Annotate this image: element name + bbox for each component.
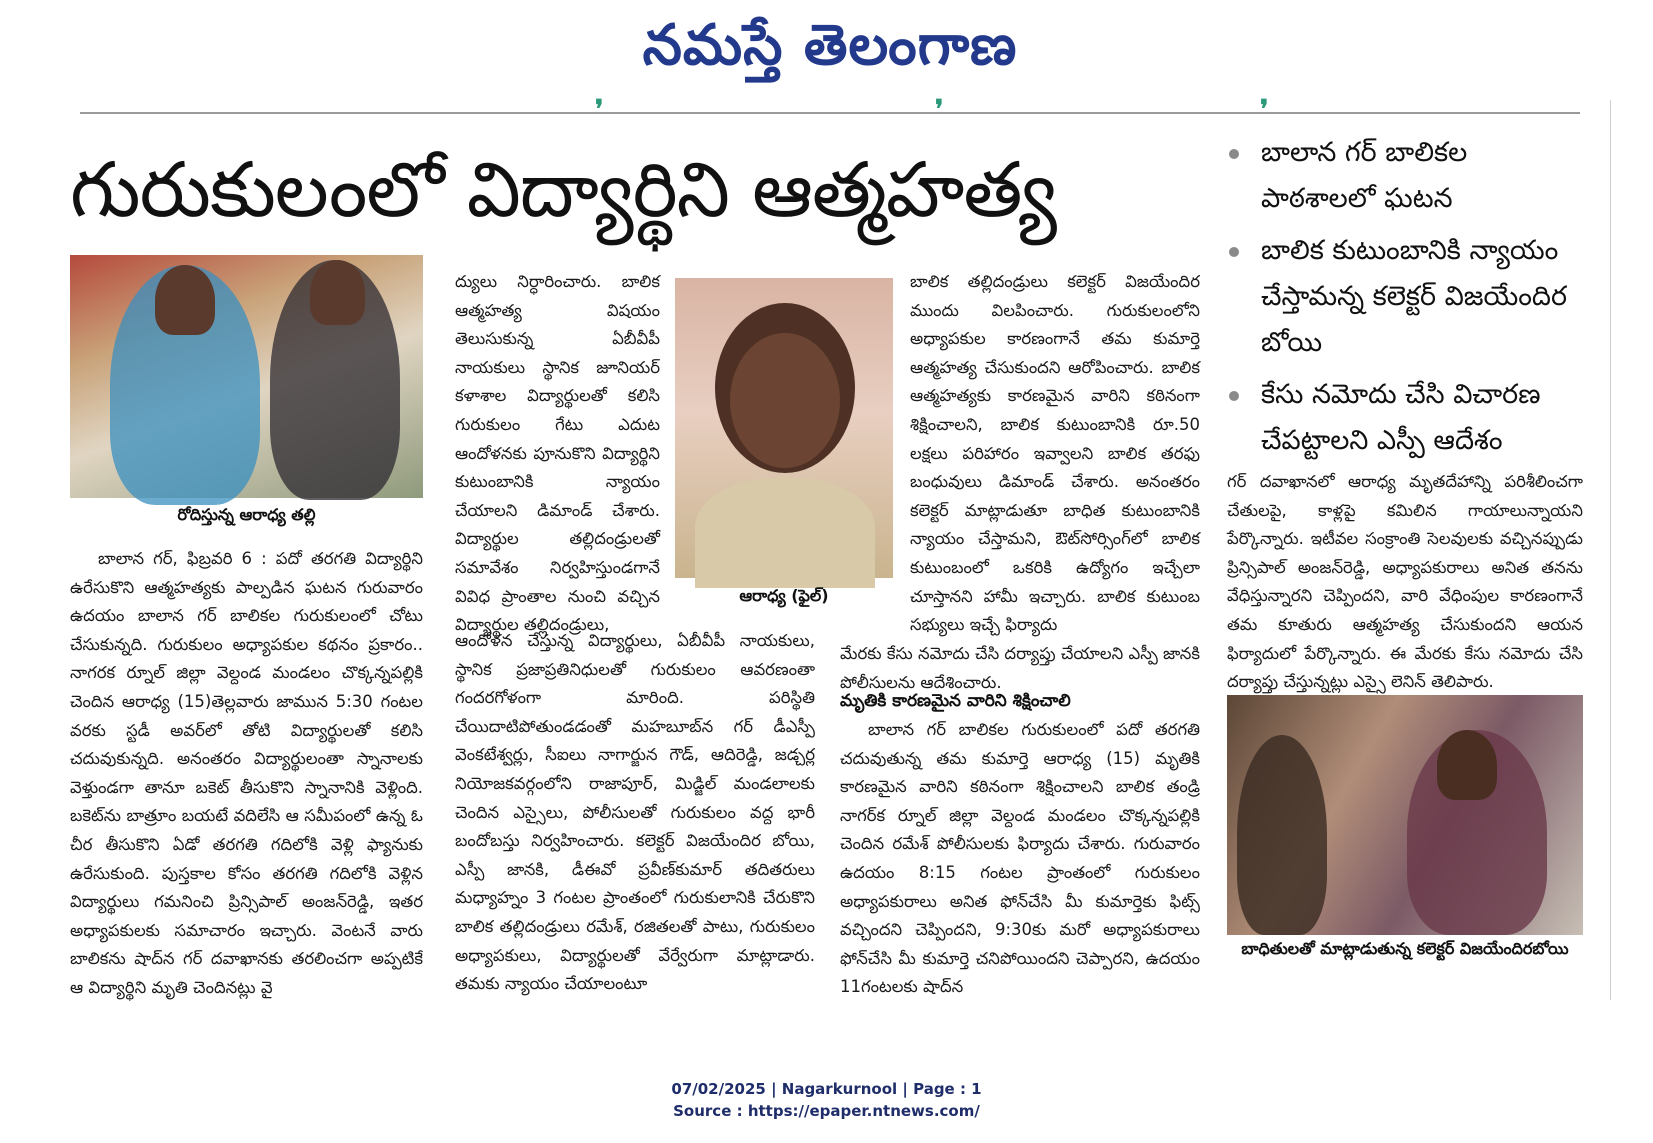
article-column bbox=[840, 640, 1200, 695]
quote-glyph-icon: ❜ bbox=[935, 95, 944, 125]
article-headline: గురుకులంలో విద్యార్థిని ఆత్మహత్య bbox=[70, 145, 1056, 234]
bullet-dot-icon bbox=[1229, 391, 1239, 401]
quote-glyph-icon: ❜ bbox=[1260, 95, 1269, 125]
article-column bbox=[70, 545, 423, 995]
bullet-text: బాలాన గర్ బాలికల పాఠశాలలో ఘటన bbox=[1261, 137, 1468, 214]
collector-photo bbox=[1227, 695, 1583, 935]
article-column bbox=[910, 268, 1200, 638]
bullet-text: కేసు నమోదు చేసి విచారణ చేపట్టాలని ఎస్పీ ఆదేశం bbox=[1261, 379, 1541, 456]
page-footer-source: Source : https://epaper.ntnews.com/ bbox=[673, 1102, 980, 1120]
student-portrait bbox=[675, 278, 893, 578]
article-paragraph: బాలాన గర్, ఫిబ్రవరి 6 : పదో తరగతి విద్యార్థిని ఉరేసుకొని ఆత్మహత్యకు పాల్పడిన ఘటన గురువారం ఉదయం బాలాన గర్ బాలికల గురుకులంలో చోటు చేసుకున్నది. గురుకులం అధ్యాపకుల కథనం ప్రకారం.. నాగరక ర్నూల్ జిల్లా వెల్దండ మండలం చొక్కన్నపల్లికి చెందిన ఆరాధ్య (15)తెల్లవారు జామున 5:30 గంటల వరకు స్టడీ అవర్‌లో తోటి విద్యార్థులతో కలిసి చదువుకున్నది. అనంతరం విద్యార్థులంతా స్నానాలకు వెళ్తుండగా తానూ బకెట్ తీసుకొని స్నానానికి వెళ్లింది. బకెట్‌ను బాత్రూం బయటే వదిలేసి ఆ సమీపంలో ఉన్న ఓ చీర తీసుకొని ఏడో తరగతి గదిలోకి వెళ్లి ఫ్యానుకు ఉరేసుకుంది. పుస్తకాల కోసం తరగతి గదిలోకి వెళ్లిన విద్యార్థులు గమనించి ప్రిన్సిపాల్ అంజన్‌రెడ్డి, ఇతర అధ్యాపకులకు సమాచారం ఇచ్చారు. వెంటనే వారు బాలికను షాద్‌న గర్ దవాఖానకు తరలించగా అప్పటికే ఆ విద్యార్థిని మృతి చెందినట్లు వై bbox=[70, 549, 423, 997]
bullet-dot-icon bbox=[1229, 149, 1239, 159]
bullet-item bbox=[1225, 228, 1575, 366]
page-edge-divider bbox=[1610, 100, 1611, 1000]
photo-caption: బాధితులతో మాట్లాడుతున్న కలెక్టర్ విజయేందిరబోయి bbox=[1241, 939, 1569, 958]
article-column bbox=[455, 268, 660, 635]
mothers-photo bbox=[70, 255, 423, 498]
article-column bbox=[840, 716, 1200, 996]
newspaper-masthead: నమస్తే తెలంగాణ bbox=[642, 12, 1018, 78]
bullet-dot-icon bbox=[1229, 247, 1239, 257]
article-paragraph: గర్ దవాఖానలో ఆరాధ్య మృతదేహాన్ని పరిశీలించగా చేతులపై, కాళ్లపై కమిలిన గాయాలున్నాయని పేర్కొన్నారు. ఇటీవల సంక్రాంతి సెలవులకు వచ్చినప్పుడు ప్రిన్సిపాల్ అంజన్‌రెడ్డి, అధ్యాపకురాలు అనిత తనను వేధిస్తున్నారని చెప్పిందని, వారి వేధింపుల కారణంగానే తమ కూతురు ఆత్మహత్య చేసుకుందని ఆయన ఫిర్యాదులో పేర్కొన్నారు. ఈ మేరకు కేసు నమోదు చేసి దర్యాప్తు చేస్తున్నట్లు ఎస్సై లెనిన్ తెలిపారు. bbox=[1227, 472, 1583, 692]
article-subheading: మృతికి కారణమైన వారిని శిక్షించాలి bbox=[840, 691, 1071, 711]
page-footer-info: 07/02/2025 | Nagarkurnool | Page : 1 bbox=[671, 1080, 982, 1098]
photo-caption: రోదిస్తున్న ఆరాధ్య తల్లి bbox=[177, 505, 316, 524]
header-divider bbox=[80, 112, 1580, 114]
article-paragraph: బాలిక తల్లిదండ్రులు కలెక్టర్ విజయేందిర ముందు విలపించారు. గురుకులంలోని అధ్యాపకుల కారణంగానే తమ కుమార్తె ఆత్మహత్య చేసుకుందని ఆరోపించారు. బాలిక ఆత్మహత్యకు కారణమైన వారిని కఠినంగా శిక్షించాలని, బాలిక కుటుంబానికి రూ.50 లక్షలు పరిహారం ఇవ్వాలని బాలిక తరఫు బంధువులు డిమాండ్ చేశారు. అనంతరం కలెక్టర్ మాట్లాడుతూ బాధిత కుటుంబానికి న్యాయం చేస్తామని, ఔట్‌సోర్సింగ్‌లో బాలిక కుటుంబంలో ఒకరికి ఉద్యోగం ఇచ్చేలా చూస్తానని హామీ ఇచ్చారు. బాలిక కుటుంబ సభ్యులు ఇచ్చే ఫిర్యాదు bbox=[910, 272, 1200, 635]
article-paragraph: ద్యులు నిర్ధారించారు. బాలిక ఆత్మహత్య విషయం తెలుసుకున్న ఏబీవీపీ నాయకులు స్థానిక జూనియర్ కళాశాల విద్యార్థులతో కలిసి గురుకులం గేటు ఎదుట ఆందోళనకు పూనుకొని విద్యార్థిని కుటుంబానికి న్యాయం చేయాలని డిమాండ్ చేశారు. విద్యార్థుల తల్లిదండ్రులతో సమావేశం నిర్వహిస్తుండగానే వివిధ ప్రాంతాల నుంచి వచ్చిన విద్యార్థుల తల్లిదండ్రులు, bbox=[455, 272, 660, 635]
article-column bbox=[1227, 468, 1583, 690]
highlight-bullets bbox=[1225, 130, 1575, 470]
bullet-item bbox=[1225, 130, 1575, 222]
quote-glyph-icon: ❜ bbox=[595, 95, 604, 125]
article-paragraph: బాలాన గర్ బాలికల గురుకులంలో పదో తరగతి చదువుతున్న తమ కుమార్తె ఆరాధ్య (15) మృతికి కారణమైన వారిని కఠినంగా శిక్షించాలని బాలిక తండ్రి నాగర్‌క ర్నూల్ జిల్లా వెల్దండ మండలం చొక్కన్నపల్లికి చెందిన రమేశ్ పోలీసులకు ఫిర్యాదు చేశారు. గురువారం ఉదయం 8:15 గంటల ప్రాంతంలో గురుకులం అధ్యాపకురాలు అనిత ఫోన్‌చేసి మీ కుమార్తెకు ఫిట్స్ వచ్చిందని చెప్పిందని, 9:30కు మరో అధ్యాపకురాలు ఫోన్‌చేసి మీ కుమార్తె చనిపోయిందని చెప్పారని, ఉదయం 11గంటలకు షాద్‌న bbox=[840, 720, 1200, 997]
photo-caption: ఆరాధ్య (ఫైల్) bbox=[739, 586, 829, 605]
bullet-text: బాలిక కుటుంబానికి న్యాయం చేస్తామన్న కలెక్టర్ విజయేందిర బోయి bbox=[1261, 235, 1567, 358]
bullet-item bbox=[1225, 372, 1575, 464]
article-paragraph: ఆందోళన చేస్తున్న విద్యార్థులు, ఏబీవీపీ నాయకులు, స్థానిక ప్రజాప్రతినిధులతో గురుకులం ఆవరణంతా గందరగోళంగా మారింది. పరిస్థితి చేయిదాటిపోతుండడంతో మహబూబ్‌న గర్ డీఎస్పీ వెంకటేశ్వర్లు, సీఐలు నాగార్జున గౌడ్, ఆదిరెడ్డి, జడ్చర్ల నియోజకవర్గంలోని రాజాపూర్, మిడ్జిల్ మండలాలకు చెందిన ఎస్సైలు, పోలీసులతో గురుకులం వద్ద భారీ బందోబస్తు నిర్వహించారు. కలెక్టర్ విజయేందిర బోయి, ఎస్పీ జానకి, డీఈవో ప్రవీణ్‌కుమార్ తదితరులు మధ్యాహ్నం 3 గంటల ప్రాంతంలో గురుకులానికి చేరుకొని బాలిక తల్లిదండ్రులు రమేశ్, రజితలతో పాటు, గురుకులం అధ్యాపకులు, విద్యార్థులతో వేర్వేరుగా మాట్లాడారు. తమకు న్యాయం చేయాలంటూ bbox=[455, 631, 815, 994]
article-paragraph: మేరకు కేసు నమోదు చేసి దర్యాప్తు చేయాలని ఎస్పీ జానకి పోలీసులను ఆదేశించారు. bbox=[840, 644, 1200, 692]
article-column bbox=[455, 627, 815, 995]
